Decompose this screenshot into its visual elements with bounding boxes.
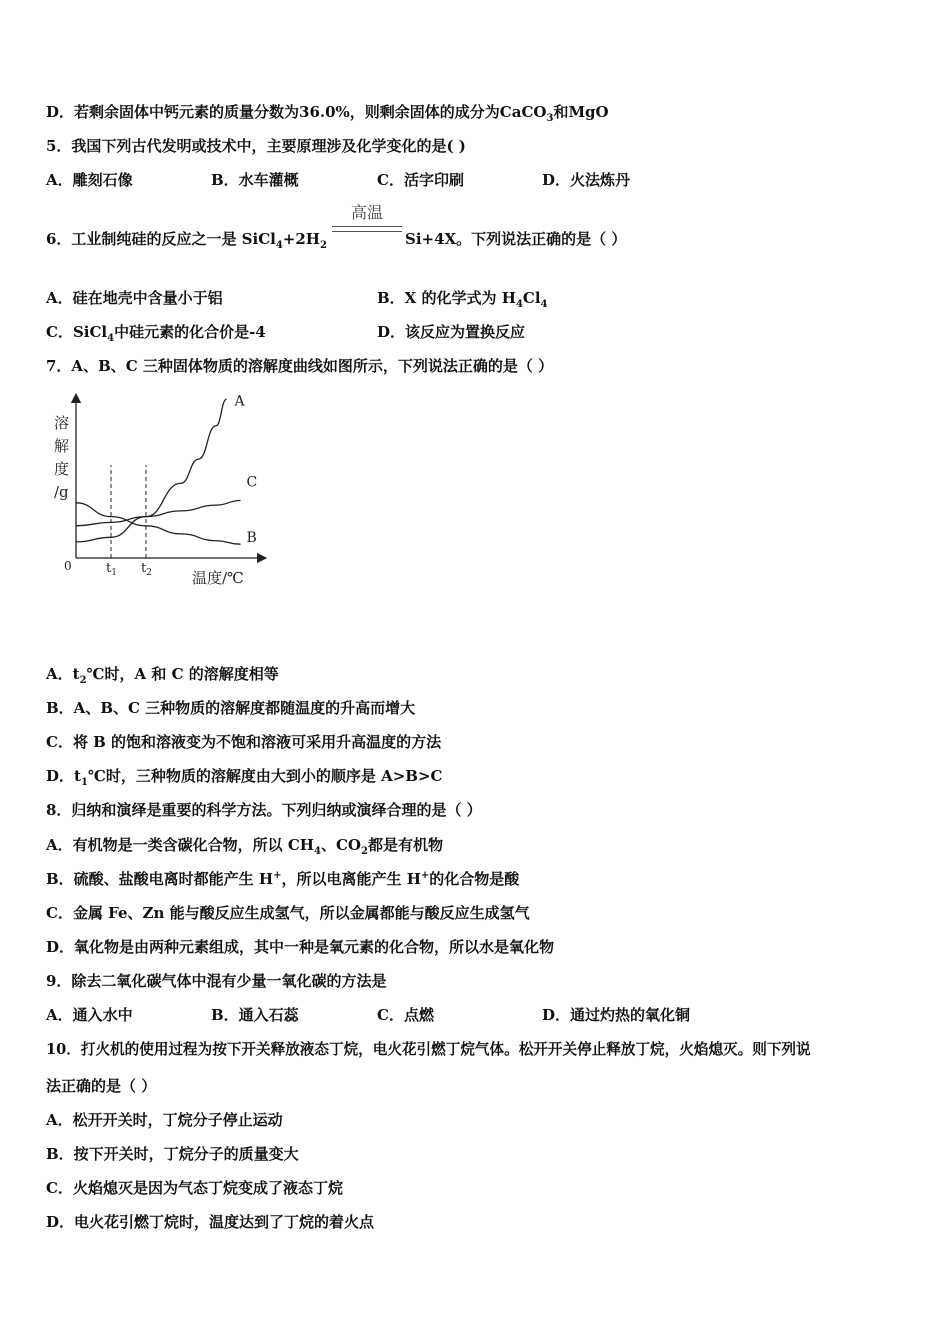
text: ℃时，A 和 C 的溶解度相等: [86, 665, 279, 683]
sub: 2: [319, 240, 327, 251]
text: ℃时，三种物质的溶解度由大到小的顺序是 A>B>C: [87, 767, 443, 785]
sup: +: [273, 870, 282, 881]
text: 的化合物是酸: [429, 870, 520, 888]
text: 和MgO: [553, 103, 609, 121]
prev-option-d: [46, 102, 609, 122]
q8-option-d: D．氧化物是由两种元素组成，其中一种是氧元素的化合物，所以水是氧化物: [46, 938, 555, 956]
q5-option-d: D．火法炼丹: [542, 171, 631, 189]
q7-option-d: [46, 766, 443, 786]
sub: 1: [80, 777, 88, 788]
question-10-line2: 法正确的是（ ）: [46, 1077, 157, 1095]
text: A．t: [46, 665, 80, 683]
y-label-char: 度: [54, 460, 70, 478]
text: +2H: [282, 230, 320, 248]
reaction-condition: [332, 203, 402, 232]
text: A．有机物是一类含碳化合物，所以 CH: [46, 836, 314, 854]
q6-option-b: [377, 288, 548, 308]
series-line-C: [76, 501, 241, 526]
q5-option-b: B．水车灌概: [211, 171, 299, 189]
q5-option-a: A．雕刻石像: [46, 171, 133, 189]
y-label-char: 解: [54, 437, 70, 455]
sub: 3: [546, 113, 554, 124]
question-7: 7．A、B、C 三种固体物质的溶解度曲线如图所示，下列说法正确的是（ ）: [46, 357, 554, 375]
q10-option-b: B．按下开关时，丁烷分子的质量变大: [46, 1145, 299, 1163]
sub: 2: [360, 846, 368, 857]
q8-option-c: C．金属 Fe、Zn 能与酸反应生成氢气，所以金属都能与酸反应生成氢气: [46, 904, 530, 922]
question-6-left: [46, 229, 327, 249]
series: [76, 393, 257, 546]
series-label-A: A: [234, 393, 245, 410]
text: C．SiCl: [46, 323, 108, 341]
q9-option-a: A．通入水中: [46, 1006, 133, 1024]
condition-label: 高温: [350, 203, 383, 222]
q6-option-a: A．硅在地壳中含量小于铝: [46, 289, 223, 307]
question-9: 9．除去二氧化碳气体中混有少量一氧化碳的方法是: [46, 972, 387, 990]
q5-option-c: C．活字印刷: [377, 171, 464, 189]
sub: 4: [540, 299, 548, 310]
text: 都是有机物: [367, 836, 443, 854]
x-axis-label: 温度/℃: [192, 569, 244, 587]
q7-option-c: C．将 B 的饱和溶液变为不饱和溶液可采用升高温度的方法: [46, 733, 442, 751]
q7-option-a: [46, 664, 279, 684]
equals-bar: [332, 226, 402, 232]
text: Cl: [522, 289, 541, 307]
text: D．若剩余固体中钙元素的质量分数为36.0%，则剩余固体的成分为CaCO: [46, 103, 547, 121]
text: D．t: [46, 767, 81, 785]
series-label-C: C: [246, 474, 258, 491]
q6-option-c: [46, 322, 266, 342]
text: 、CO: [320, 836, 361, 854]
question-10-line1: 10．打火机的使用过程为按下开关释放液态丁烷，电火花引燃丁烷气体。松开开关停止释放丁烷，火焰熄灭。则下列说: [46, 1041, 811, 1058]
series-line-A: [76, 399, 227, 542]
q10-option-d: D．电火花引燃丁烷时，温度达到了丁烷的着火点: [46, 1213, 375, 1231]
series-label-B: B: [246, 530, 257, 547]
y-label-char: 溶: [54, 414, 70, 432]
q7-option-b: B．A、B、C 三种物质的溶解度都随温度的升高而增大: [46, 699, 416, 717]
y-label-char: /g: [54, 483, 69, 501]
q9-option-c: C．点燃: [377, 1006, 434, 1024]
sub: 4: [107, 333, 115, 344]
sup: +: [420, 870, 430, 881]
q9-option-b: B．通入石蕊: [211, 1006, 299, 1024]
sub: 2: [79, 675, 87, 686]
text: B．硫酸、盐酸电离时都能产生 H: [46, 870, 274, 888]
origin-label: 0: [64, 559, 72, 573]
sub: 4: [275, 240, 283, 251]
sub: 4: [313, 846, 321, 857]
q8-option-b: [46, 869, 519, 889]
question-6-right: Si+4X。下列说法正确的是（ ）: [405, 230, 627, 248]
solubility-chart: [44, 390, 274, 590]
q9-option-d: D．通过灼热的氧化铜: [542, 1006, 691, 1024]
sub: 4: [515, 299, 523, 310]
text: 6．工业制纯硅的反应之一是 SiCl: [46, 230, 276, 248]
y-axis-label: [54, 414, 69, 501]
question-5: 5．我国下列古代发明或技术中，主要原理涉及化学变化的是( ): [46, 137, 466, 155]
q6-option-d: D．该反应为置换反应: [377, 323, 526, 341]
tick-label: $t_2$: [141, 561, 152, 578]
question-8: 8．归纳和演绎是重要的科学方法。下列归纳或演绎合理的是（ ）: [46, 801, 482, 819]
q8-option-a: [46, 835, 443, 855]
q10-option-a: A．松开开关时，丁烷分子停止运动: [46, 1111, 283, 1129]
text: ，所以电离能产生 H: [281, 870, 421, 888]
text: B．X 的化学式为 H: [377, 289, 516, 307]
text: 中硅元素的化合价是-4: [114, 323, 266, 341]
q10-option-c: C．火焰熄灭是因为气态丁烷变成了液态丁烷: [46, 1179, 343, 1197]
tick-label: $t_1$: [106, 561, 117, 578]
